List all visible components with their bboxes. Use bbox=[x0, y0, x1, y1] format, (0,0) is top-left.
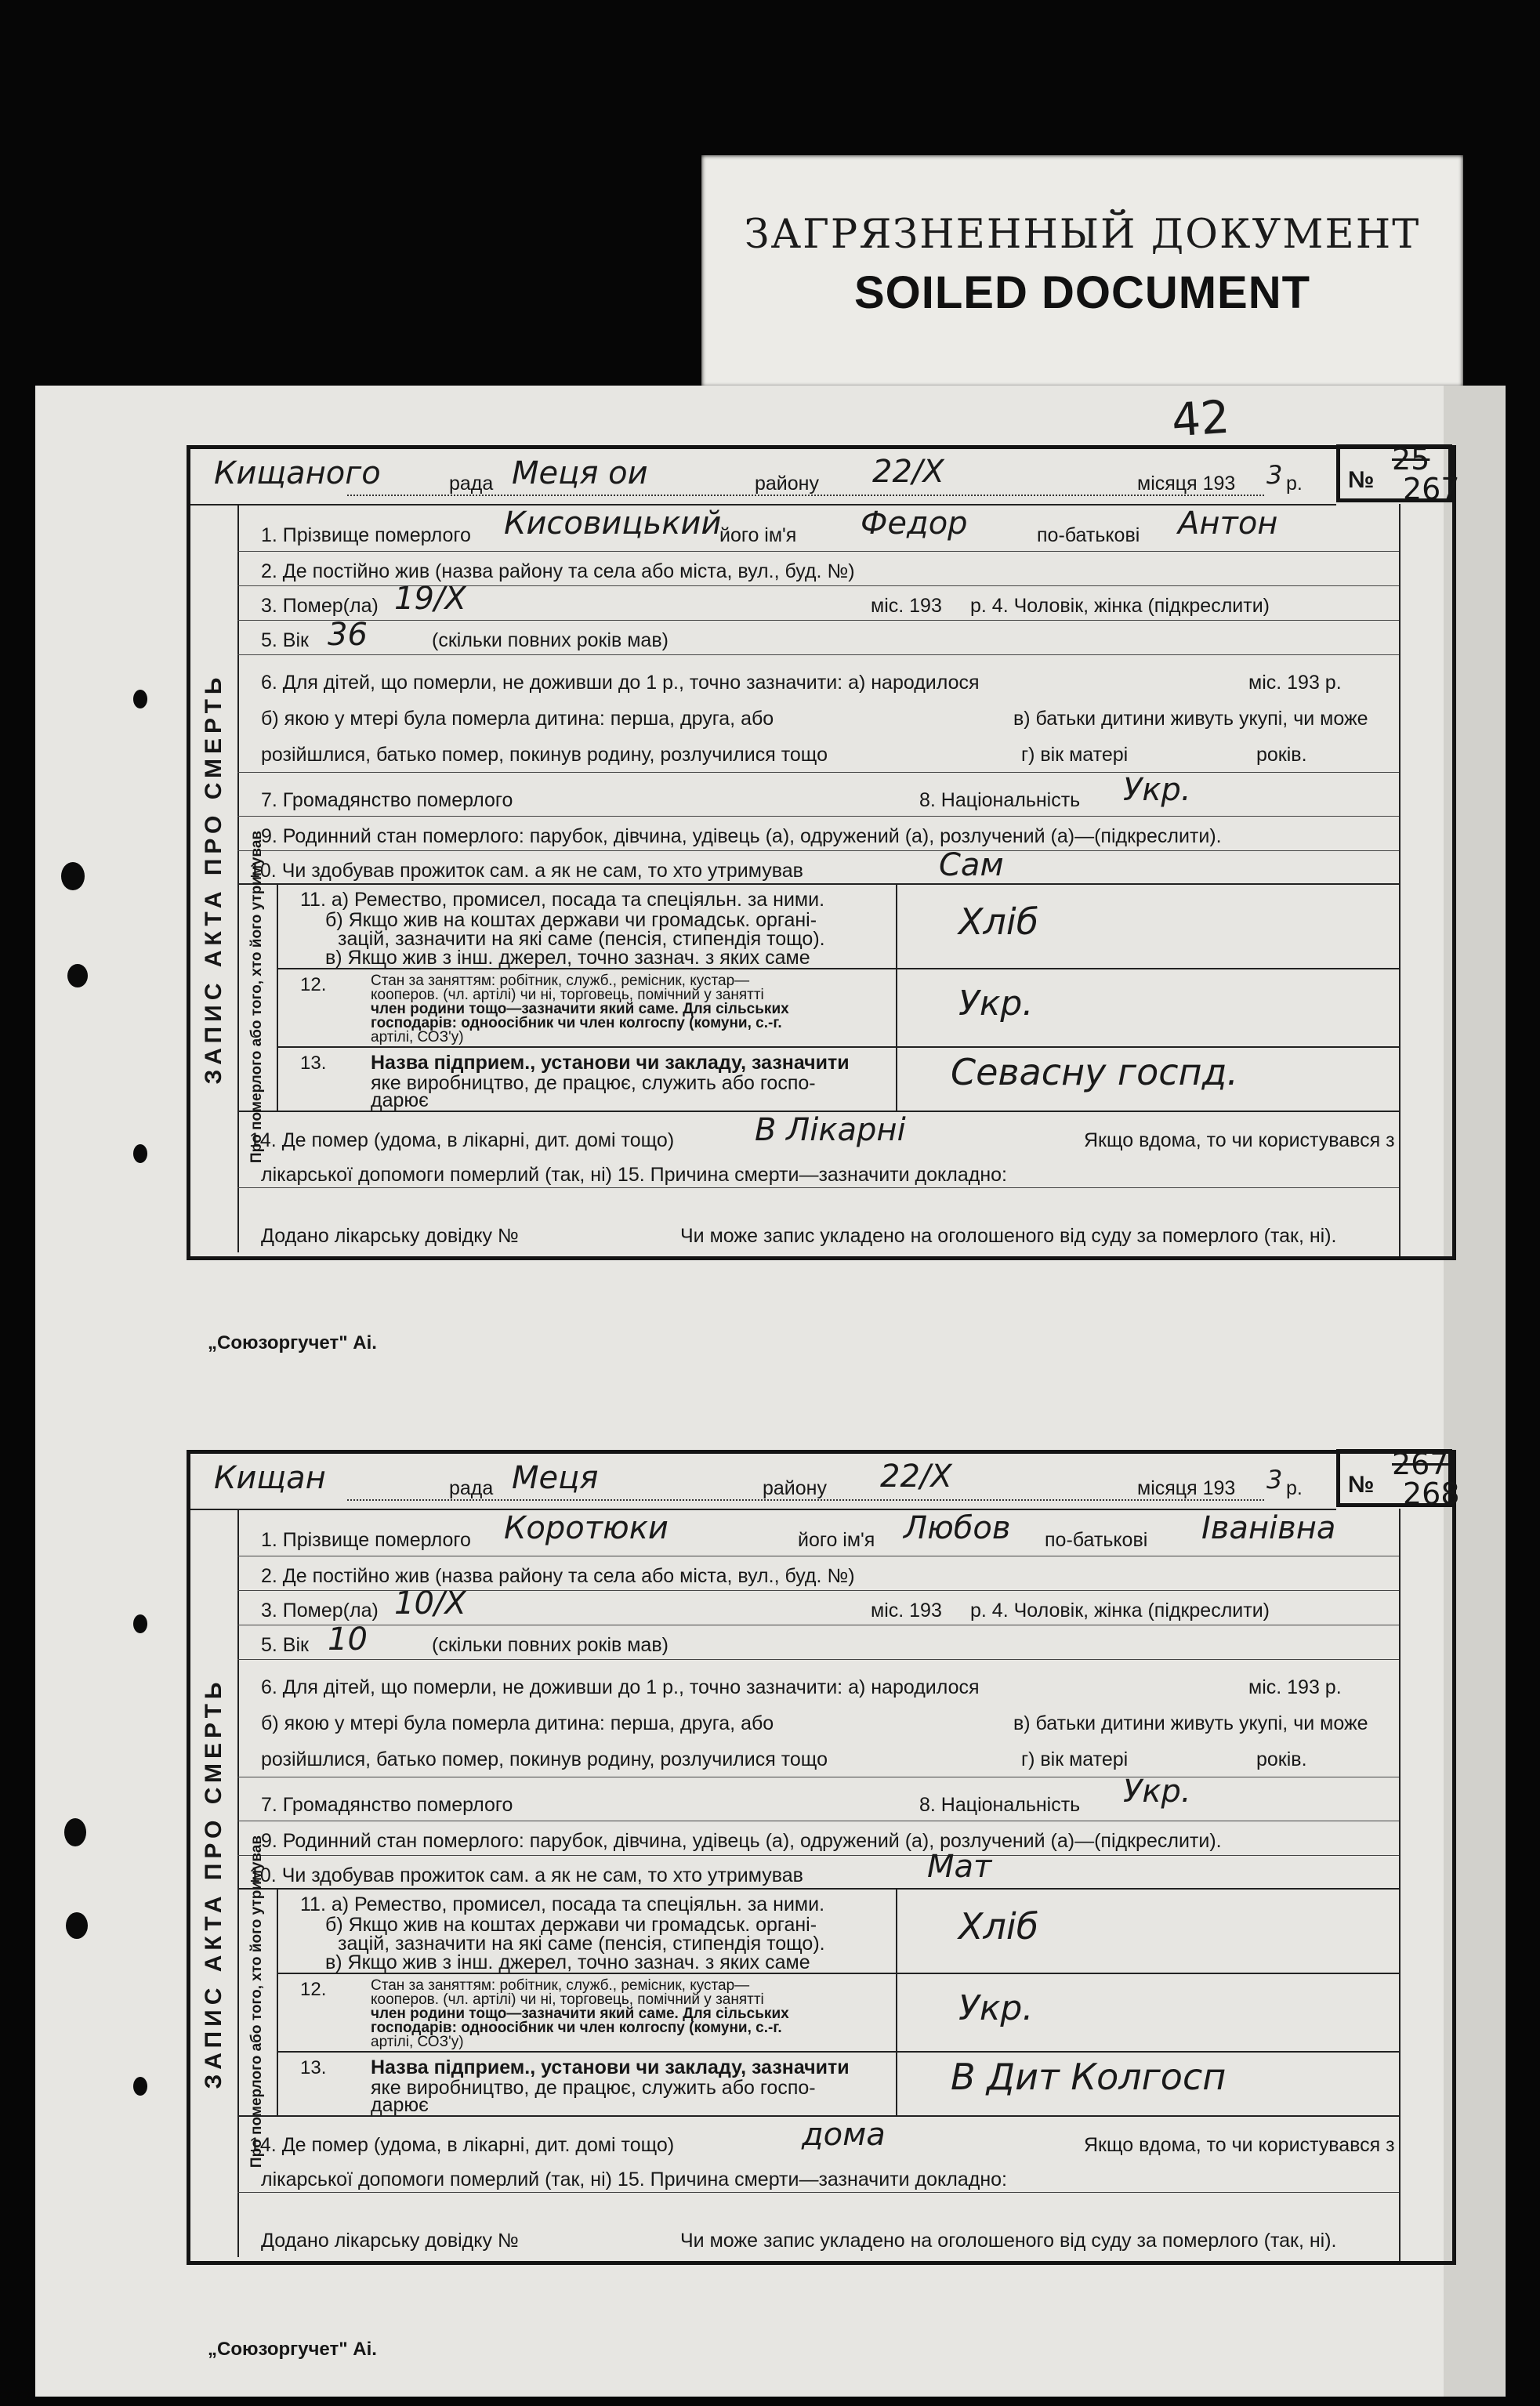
rada-handwritten: Кищаного bbox=[214, 455, 381, 491]
age-handwritten: 10 bbox=[328, 1622, 368, 1658]
punch-hole bbox=[61, 862, 85, 890]
side-title: ЗАПИС АКТА ПРО СМЕРТЬ bbox=[190, 504, 239, 1252]
surname-handwritten: Кисовицький bbox=[504, 505, 722, 542]
rayon-label: району bbox=[763, 1477, 827, 1499]
punch-hole bbox=[133, 2077, 147, 2096]
rada-label: рада bbox=[449, 1477, 494, 1499]
side-title: ЗАПИС АКТА ПРО СМЕРТЬ bbox=[190, 1509, 239, 2257]
day-handwritten: 22/Х bbox=[880, 1458, 952, 1495]
patronymic-handwritten: Антон bbox=[1178, 505, 1278, 542]
old-number: 267 bbox=[1392, 1447, 1449, 1481]
day-handwritten: 22/Х bbox=[872, 454, 944, 490]
occupation-handwritten: Хліб bbox=[958, 900, 1039, 943]
form-header bbox=[190, 449, 1336, 505]
rada-label: рада bbox=[449, 473, 494, 495]
old-number: 25 bbox=[1392, 442, 1430, 476]
rayon-label: району bbox=[755, 473, 819, 495]
year-handwritten: 3 bbox=[1266, 1465, 1283, 1495]
punch-hole bbox=[67, 964, 88, 987]
year-suffix: р. bbox=[1286, 1477, 1303, 1499]
label-russian: ЗАГРЯЗНЕННЫЙ ДОКУМЕНТ bbox=[744, 212, 1421, 258]
patronymic-handwritten: Іванівна bbox=[1201, 1510, 1336, 1546]
number-label: № bbox=[1348, 467, 1375, 493]
rada-handwritten: Кищан bbox=[214, 1460, 326, 1496]
district-handwritten: Меця bbox=[512, 1460, 599, 1496]
workplace-handwritten: Севасну госпд. bbox=[951, 1051, 1239, 1093]
death-record-form-1: Кищаного рада Меця ои району 22/Х місяця 193 3 р. № 25 267 ЗАПИС АКТА ПРО СМЕРТЬ 1. Прізвище померлого Кисовицький його ім'я Федор по-батькові Антон 2. Де постійно жив (назва району та села або міста, вул., буд. №) 3. Помер(ла) 19/Х міс. 193 р. 4. Чоловік, жінка (підкреслити) 5. Вік 36 (скільки повних років мав) 6. Для дітей, що померли, не доживши до 1 р., точно зазначити: а) народилося міс. 193 р. б) якою у мтері була померла дитина: перша, друга, або в) батьки дитини живуть укупі, чи може розійшлися, батько помер, покинув родину, розлучилися тощо г) вік матері років. 7. Громадянство померлого 8. Національність Укр. 9. Родинний стан померлого: парубок, дівчина, удівець (а), одружений (а), розлучений (а)—(підкреслити). 10. Чи здобував прожиток сам. а як не сам, то хто утримував Сам Про померлого або того, хто його утримував 11. а) Ремество, промисел, посада та спеціяльн. за ними. б) Якщо жив на коштах держави чи громадськ. органі- зацій, зазначити на які саме (пенсія, стипендія тощо). в) Якщо жив з інш. джерел, точно зазнач. з яких саме Хліб 12. Стан за заняттям: робітник, служб., ремісник, кустар— кооперов. (чл. артілі) чи ні, торговець, помічний у занятті член родини тощо—зазначити який саме. Для сільських господарів: одноосібник чи член колгоспу (комуни, с.-г. артілі, СОЗ'у) Укр. 13. Назва підприем., установи чи закладу, зазначити яке виробництво, де працює, служить або госпо- дарює Севасну госпд. 14. Де помер (удома, в лікарні, дит. домі тощо) В Лікарні Якщо вдома, то чи користувався з лікарської допомоги померлий (так, ні) 15. Причина смерти—зазначити докладно: Додано лікарську довідку № Чи може запис укладено на оголошеного від суду за померлого (так, ні). bbox=[187, 445, 1456, 1260]
nationality-handwritten: Укр. bbox=[1123, 1774, 1191, 1810]
record-number-box bbox=[1336, 1447, 1460, 1511]
soiled-document-label bbox=[701, 155, 1463, 387]
status-handwritten: Укр. bbox=[958, 1988, 1034, 2028]
name-handwritten: Любов bbox=[904, 1510, 1011, 1546]
dotted-line bbox=[347, 1499, 1264, 1501]
surname-handwritten: Коротюки bbox=[504, 1510, 669, 1546]
support-handwritten: Сам bbox=[939, 847, 1004, 883]
month-label: місяця 193 bbox=[1137, 473, 1236, 495]
printer-footer: „Союзоргучет" Аі. bbox=[208, 2339, 377, 2360]
field-row: 1. Прізвище померлого Кисовицький його ім'я Федор по-батькові Антон bbox=[237, 504, 1399, 552]
name-handwritten: Федор bbox=[861, 505, 968, 542]
nationality-handwritten: Укр. bbox=[1123, 772, 1191, 808]
death-date-handwritten: 10/Х bbox=[394, 1585, 466, 1622]
year-suffix: р. bbox=[1286, 473, 1303, 495]
punch-hole bbox=[66, 1912, 88, 1939]
year-handwritten: 3 bbox=[1266, 460, 1283, 490]
form-header bbox=[190, 1454, 1336, 1510]
subsection: Про померлого або того, хто його утримував 11. а) Ремество, промисел, посада та спеціяльн. за ними. б) Якщо жив на коштах держави чи громадськ. органі- зацій, зазначити на які саме (пенсія, стипендія тощо). в) Якщо жив з інш. джерел, точно зазнач. з яких саме Хліб 12. Стан за заняттям: робітник, служб., ремісник, кустар— кооперов. (чл. артілі) чи ні, торговець, помічний у занятті член родини тощо—зазначити який саме. Для сільських господарів: одноосібник чи член колгоспу (комуни, с.-г. артілі, СОЗ'у) Укр. 13. Назва підприем., установи чи закладу, зазначити яке виробництво, де працює, служить або госпо- дарює Севасну госпд. bbox=[237, 883, 1399, 1111]
punch-hole bbox=[133, 1144, 147, 1163]
record-number-box bbox=[1336, 442, 1460, 506]
punch-hole bbox=[133, 690, 147, 708]
status-handwritten: Укр. bbox=[958, 984, 1034, 1024]
record-number: 268 bbox=[1403, 1477, 1460, 1511]
printer-footer: „Союзоргучет" Аі. bbox=[208, 1332, 377, 1353]
month-label: місяця 193 bbox=[1137, 1477, 1236, 1499]
place-of-death-handwritten: дома bbox=[802, 2117, 886, 2153]
support-handwritten: Мат bbox=[927, 1849, 992, 1885]
occupation-handwritten: Хліб bbox=[958, 1905, 1039, 1948]
workplace-handwritten: В Дит Колгосп bbox=[951, 2056, 1227, 2098]
punch-hole bbox=[64, 1818, 86, 1846]
dotted-line bbox=[347, 495, 1264, 496]
death-date-handwritten: 19/Х bbox=[394, 581, 466, 617]
district-handwritten: Меця ои bbox=[512, 455, 648, 491]
punch-hole bbox=[133, 1614, 147, 1633]
place-of-death-handwritten: В Лікарні bbox=[755, 1112, 906, 1148]
age-handwritten: 36 bbox=[328, 617, 368, 653]
number-label: № bbox=[1348, 1472, 1375, 1498]
record-number: 267 bbox=[1403, 472, 1460, 506]
label-english: SOILED DOCUMENT bbox=[853, 267, 1311, 318]
death-record-form-2: Кищан рада Меця району 22/Х місяця 193 3 р. № 267 268 ЗАПИС АКТА ПРО СМЕРТЬ 1. Прізвище померлого Коротюки його ім'я Любов по-батькові Іванівна 2. Де постійно жив (назва району та села або міста, вул., буд. №) 3. Помер(ла) 10/Х міс. 193 р. 4. Чоловік, жінка (підкреслити) 5. Вік 10 (скільки повних років мав) 6. Для дітей, що померли, не доживши до 1 р., точно зазначити: а) народилося міс. 193 р. б) якою у мтері була померла дитина: перша, друга, або в) батьки дитини живуть укупі, чи може розійшлися, батько помер, покинув родину, розлучилися тощо г) вік матері років. 7. Громадянство померлого 8. Національність Укр. 9. Родинний стан померлого: парубок, дівчина, удівець (а), одружений (а), розлучений (а)—(підкреслити). 10. Чи здобував прожиток сам. а як не сам, то хто утримував Мат Про померлого або того, хто його утримував 11. а) Ремество, промисел, посада та спеціяльн. за ними. б) Якщо жив на коштах держави чи громадськ. органі- зацій, зазначити на які саме (пенсія, стипендія тощо). в) Якщо жив з інш. джерел, точно зазнач. з яких саме Хліб 12. Стан за заняттям: робітник, служб., ремісник, кустар— кооперов. (чл. артілі) чи ні, торговець, помічний у занятті член родини тощо—зазначити який саме. Для сільських господарів: одноосібник чи член колгоспу (комуни, с.-г. артілі, СОЗ'у) Укр. 13. Назва підприем., установи чи закладу, зазначити яке виробництво, де працює, служить або госпо- дарює В Дит Колгосп 14. Де помер (удома, в лікарні, дит. домі тощо) дома Якщо вдома, то чи користувався з лікарської допомоги померлий (так, ні) 15. Причина смерти—зазначити докладно: Додано лікарську довідку № Чи може запис укладено на оголошеного від суду за померлого (так, ні). bbox=[187, 1450, 1456, 2265]
folio-number: 42 bbox=[1169, 390, 1232, 448]
